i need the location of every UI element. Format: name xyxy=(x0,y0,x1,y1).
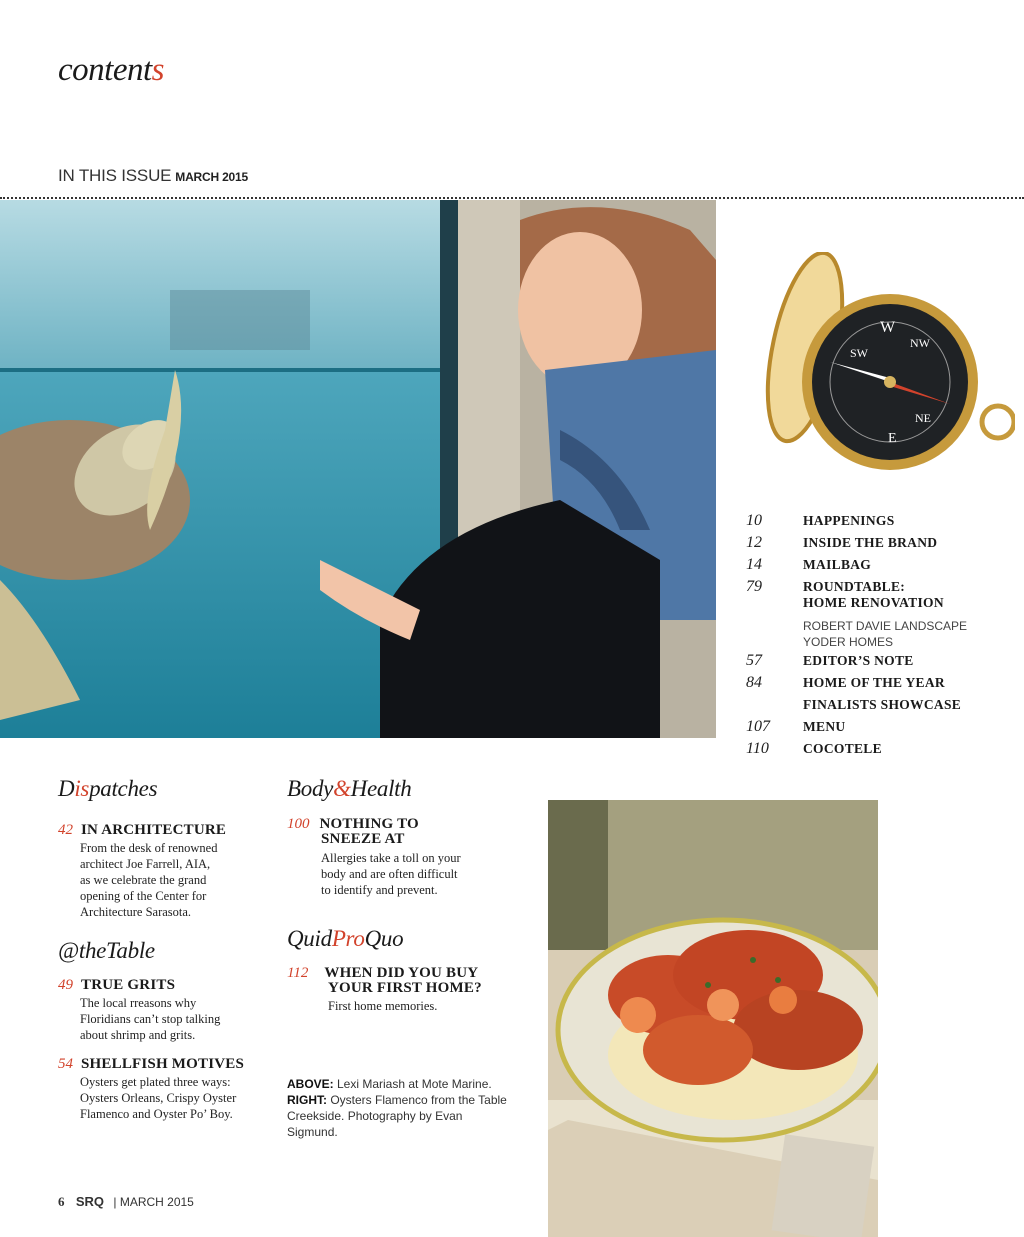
footer-separator: | xyxy=(113,1195,117,1209)
issue-date: MARCH 2015 xyxy=(175,170,248,184)
page-title: contents xyxy=(58,52,164,88)
article-desc: First home memories. xyxy=(328,999,438,1013)
toc-item[interactable]: 79 ROUNDTABLE: HOME RENOVATION ROBERT DAVIE LANDSCAPE YODER HOMES xyxy=(746,578,968,649)
toc-item[interactable]: 10 HAPPENINGS xyxy=(746,512,895,529)
svg-text:E: E xyxy=(888,431,897,446)
svg-text:SW: SW xyxy=(850,346,868,360)
toc-item[interactable]: 57 EDITOR’S NOTE xyxy=(746,652,914,669)
svg-text:W: W xyxy=(880,319,896,336)
article-in-architecture[interactable]: 42 IN ARCHITECTURE xyxy=(58,822,227,838)
svg-text:NW: NW xyxy=(910,336,930,350)
article-desc: Oysters get plated three ways: Oysters Orleans, Crispy Oyster Flamenco and Oyster Po’ Boy. xyxy=(80,1075,237,1121)
article-title-line2: SNEEZE AT xyxy=(321,831,405,847)
photo-girl-turtle xyxy=(0,200,716,738)
article-shellfish-motives[interactable]: 54 SHELLFISH MOTIVES xyxy=(58,1056,245,1072)
svg-text:NE: NE xyxy=(915,411,931,425)
page-number: 6 xyxy=(58,1194,65,1209)
page-footer xyxy=(58,1194,194,1210)
article-true-grits[interactable]: 49 TRUE GRITS xyxy=(58,977,176,993)
header-rule xyxy=(0,197,1024,199)
article-title-line2: YOUR FIRST HOME? xyxy=(328,980,482,996)
article-nothing-to-sneeze-at[interactable]: 100 NOTHING TO xyxy=(287,816,419,832)
article-desc: From the desk of renowned architect Joe Farrell, AIA, as we celebrate the grand opening of the Center for Architecture Sarasota. xyxy=(80,841,218,919)
section-head-body-health: Body&Health xyxy=(287,776,412,801)
toc-item[interactable]: 84 HOME OF THE YEAR FINALISTS SHOWCASE xyxy=(746,674,962,712)
issue-label: IN THIS ISSUE MARCH 2015 xyxy=(58,166,248,185)
article-desc: The local rreasons why Floridians can’t stop talking about shrimp and grits. xyxy=(80,996,221,1042)
photo-oysters-flamenco xyxy=(548,800,878,1237)
photo-caption: ABOVE: Lexi Mariash at Mote Marine. RIGHT: Oysters Flamenco from the Table Creekside. Photography by Evan Sigmund. xyxy=(287,1077,507,1139)
toc-item[interactable]: 107 MENU xyxy=(746,718,846,735)
toc-list xyxy=(746,512,1016,762)
section-head-quidproquo: QuidProQuo xyxy=(287,926,404,951)
compass-image xyxy=(750,252,1015,484)
article-first-home[interactable]: 112 WHEN DID YOU BUY xyxy=(287,965,479,981)
footer-issue: MARCH 2015 xyxy=(119,1195,194,1209)
toc-item[interactable]: 110 COCOTELE xyxy=(746,740,882,757)
footer-brand: SRQ xyxy=(75,1194,105,1209)
section-head-thetable: @theTable xyxy=(58,938,155,963)
article-desc: Allergies take a toll on your body and are often difficult to identify and prevent. xyxy=(321,851,461,897)
toc-item[interactable]: 12 INSIDE THE BRAND xyxy=(746,534,938,551)
section-head-dispatches: Dispatches xyxy=(58,776,158,801)
toc-item[interactable]: 14 MAILBAG xyxy=(746,556,872,573)
